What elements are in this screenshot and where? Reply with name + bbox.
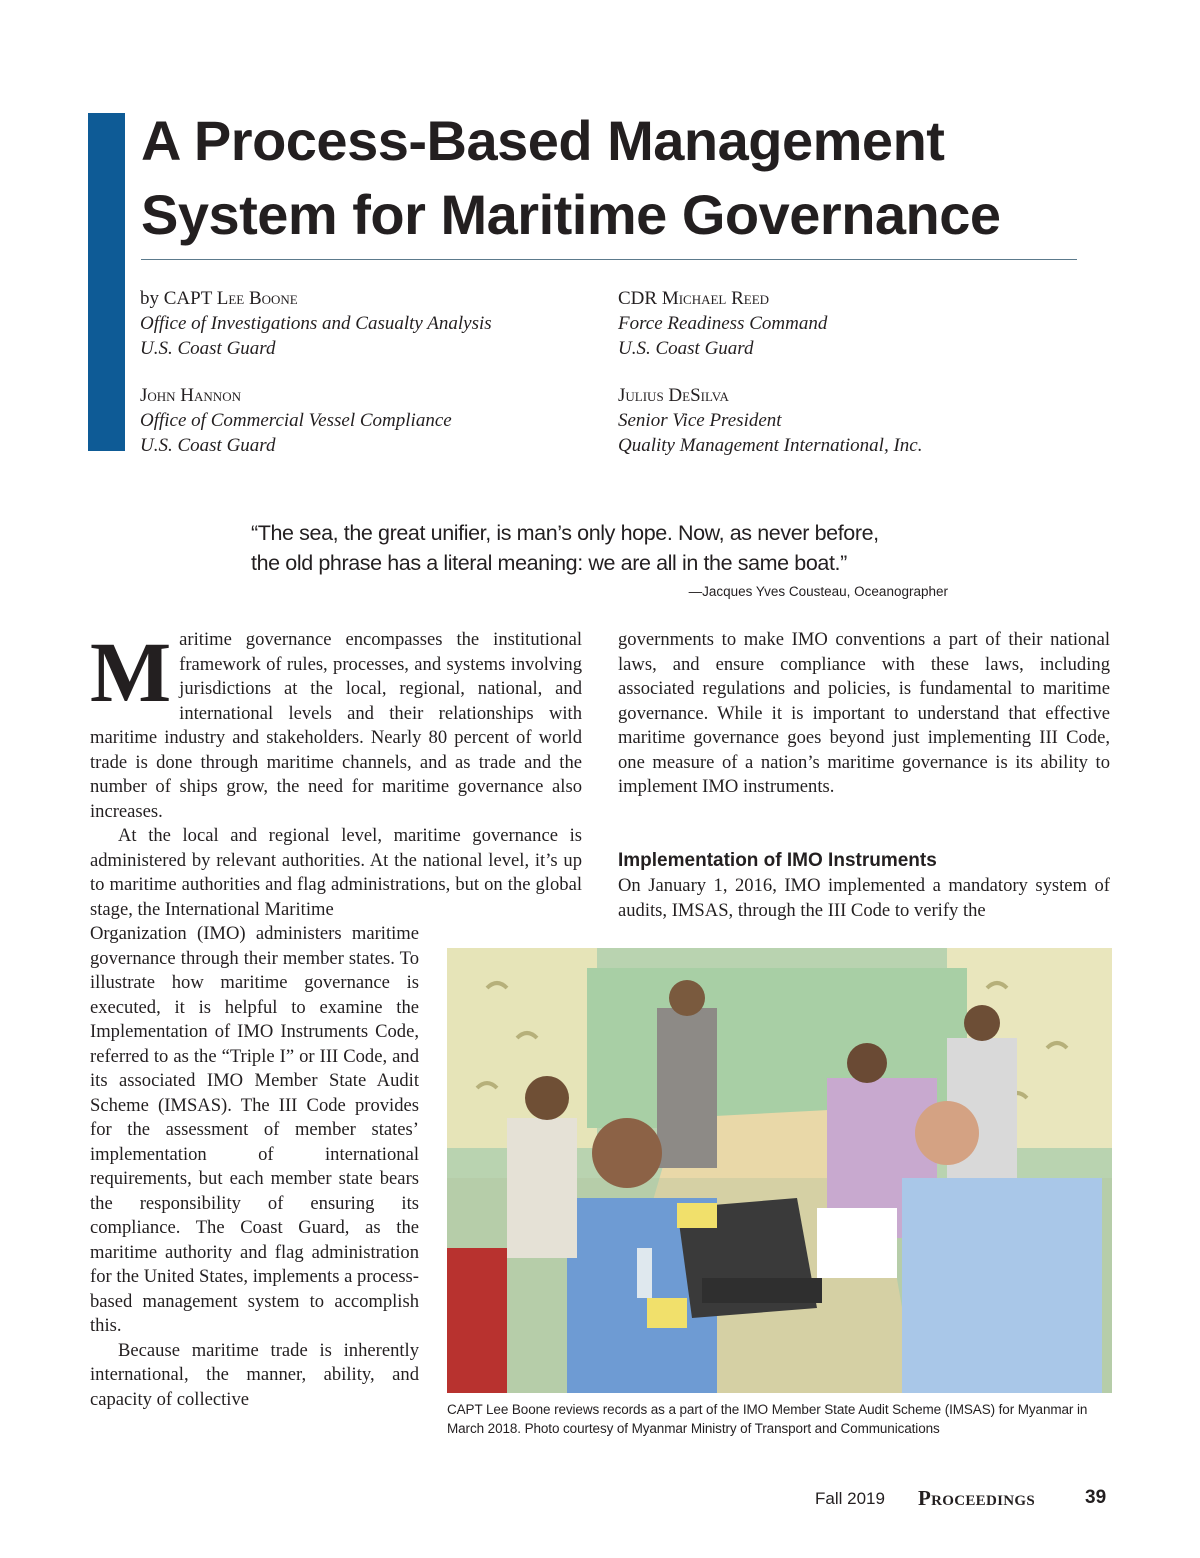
- author-block-hannon: [140, 383, 452, 458]
- author-affiliation: Force Readiness Command: [618, 313, 828, 334]
- body-paragraph-3: Because maritime trade is inherently international, the manner, ability, and capacity of collective: [90, 1339, 419, 1410]
- author-name: John Hannon: [140, 385, 241, 406]
- body-paragraph-2a: At the local and regional level, maritime governance is administered by relevant authorities. At the national level, it’s up to maritime authorities and flag administrations, but on the global stage, the International Maritime: [90, 825, 582, 920]
- author-organization: Quality Management International, Inc.: [618, 435, 923, 456]
- author-block-reed: [618, 286, 827, 361]
- drop-cap: M: [90, 624, 172, 720]
- article-title: [141, 104, 1101, 252]
- body-paragraph-2b: Organization (IMO) administers maritime governance through their member states. To illustrate how maritime governance is executed, it is helpful to examine the Implementation of IMO Instruments Code, referred to as the “Triple I” or III Code, and its associated IMO Member State Audit Scheme (IMSAS). The III Code provides for the assessment of member states’ implementation of international requirements, but each member state bears the responsibility of ensuring its compliance. The Coast Guard, as the maritime authority and flag administration for the United States, implements a process-based management system to accomplish this.: [90, 923, 419, 1336]
- page-number: 39: [1085, 1487, 1107, 1508]
- paragraph-1-text: aritime governance encompasses the institutional framework of rules, processes, and systems involving jurisdictions at the local, regional, national, and international levels and their relationships with maritime industry and stakeholders. Nearly 80 percent of world trade is done through maritime channels, and as trade and the number of ships grow, the need for maritime governance also increases.: [90, 629, 582, 822]
- body-paragraph-right-1: governments to make IMO conventions a part of their national laws, and ensure compliance with these laws, including associated regulations and policies, is fundamental to maritime governance. While it is important to understand that effective maritime governance goes beyond just implementing III Code, one measure of a nation’s maritime governance is its ability to implement IMO instruments.: [618, 629, 1110, 797]
- author-organization: U.S. Coast Guard: [140, 435, 276, 456]
- body-paragraph-right-2: On January 1, 2016, IMO implemented a mandatory system of audits, IMSAS, through the III Code to verify the: [618, 875, 1110, 921]
- title-divider: [141, 259, 1077, 260]
- author-affiliation: Office of Commercial Vessel Compliance: [140, 410, 452, 431]
- author-affiliation: Office of Investigations and Casualty Analysis: [140, 313, 492, 334]
- article-photo: [447, 948, 1112, 1393]
- author-name: CDR Michael Reed: [618, 288, 770, 309]
- epigraph-line-2: the old phrase has a literal meaning: we are all in the same boat.”: [251, 551, 847, 575]
- author-affiliation: Senior Vice President: [618, 410, 782, 431]
- meeting-photo-illustration: [447, 948, 1112, 1393]
- body-column-right-2: [618, 874, 1110, 923]
- title-line-1: A Process-Based Management: [141, 109, 945, 172]
- footer-issue-date: Fall 2019: [815, 1489, 885, 1508]
- photo-caption: CAPT Lee Boone reviews records as a part of the IMO Member State Audit Scheme (IMSAS) for Myanmar in March 2018. Photo courtesy of Myanmar Ministry of Transport and Communications: [447, 1402, 1088, 1436]
- footer-publication-name: Proceedings: [918, 1486, 1035, 1510]
- author-name: Julius DeSilva: [618, 385, 729, 406]
- body-column-left-bottom: [90, 922, 419, 1412]
- title-line-2: System for Maritime Governance: [141, 183, 1001, 246]
- author-block-desilva: [618, 383, 922, 458]
- author-organization: U.S. Coast Guard: [140, 338, 276, 359]
- author-block-boone: [140, 286, 492, 361]
- epigraph-attribution: —Jacques Yves Cousteau, Oceanographer: [688, 584, 948, 599]
- title-accent-bar: [88, 113, 125, 451]
- author-organization: U.S. Coast Guard: [618, 338, 754, 359]
- body-paragraph-1: [90, 624, 582, 824]
- epigraph-line-1: “The sea, the great unifier, is man’s only hope. Now, as never before,: [251, 521, 879, 545]
- section-heading: Implementation of IMO Instruments: [618, 850, 937, 871]
- body-column-left-top: [90, 624, 582, 922]
- author-name: CAPT Lee Boone: [163, 288, 298, 309]
- epigraph-quote: [251, 518, 971, 578]
- body-column-right: [618, 628, 1110, 800]
- byline-prefix: by: [140, 288, 164, 309]
